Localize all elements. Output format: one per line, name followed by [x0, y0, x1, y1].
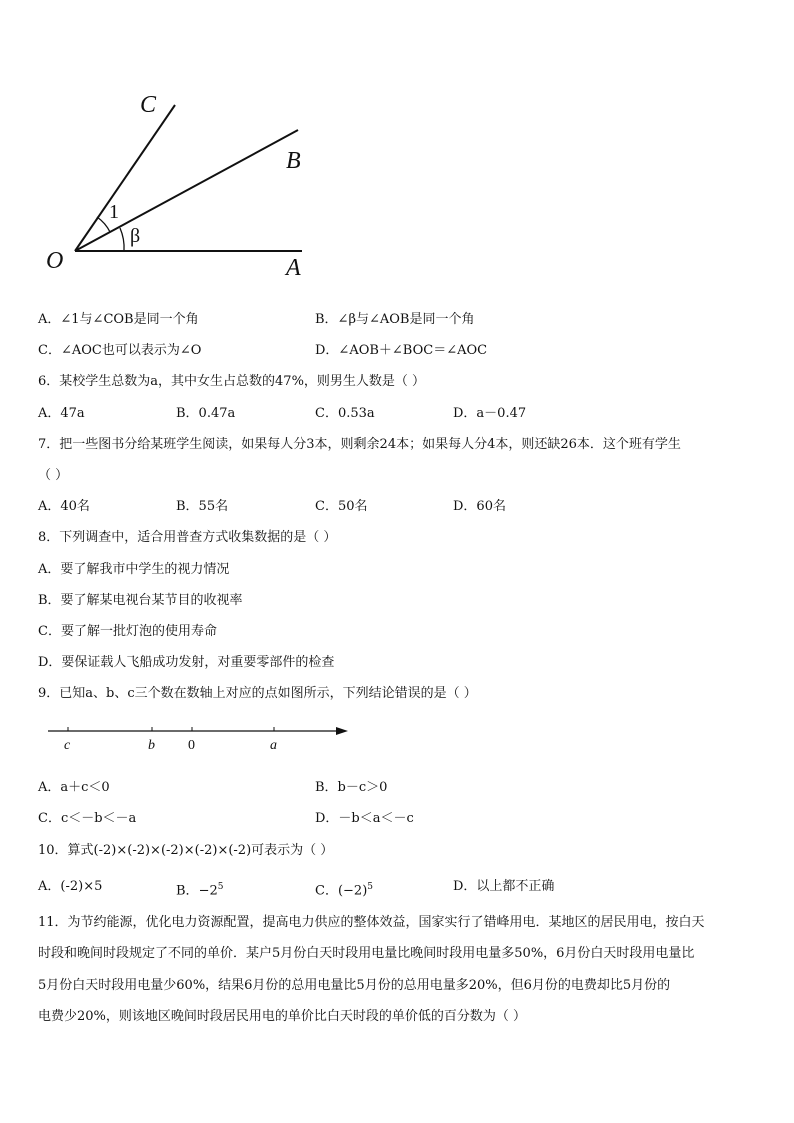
- ray-oc: [75, 105, 175, 251]
- label-o: O: [46, 248, 64, 274]
- q11-line1: 11．为节约能源，优化电力资源配置，提高电力供应的整体效益，国家实行了错峰用电．某地区的居民用电，按白天: [38, 915, 705, 930]
- q10-option-c-exponent: 5: [367, 882, 373, 892]
- q5-option-b: B．∠β与∠AOB是同一个角: [315, 312, 475, 327]
- label-a: A: [286, 255, 301, 281]
- q7-stem-line2: （ ）: [38, 468, 69, 483]
- q8-option-d: D．要保证载人飞船成功发射，对重要零部件的检查: [38, 655, 335, 670]
- q9-option-a: A．a＋c＜0: [38, 780, 110, 795]
- q6-option-c: C．0.53a: [315, 406, 375, 421]
- q6-stem: 6．某校学生总数为a，其中女生占总数的47%，则男生人数是（ ）: [38, 374, 426, 389]
- label-b: B: [286, 148, 301, 174]
- q5-option-a: A．∠1与∠COB是同一个角: [38, 312, 199, 327]
- arc-beta: [120, 228, 124, 251]
- angle-figure: [40, 85, 330, 285]
- q5-option-d: D．∠AOB＋∠BOC＝∠AOC: [315, 343, 488, 358]
- q10-option-c: [315, 878, 373, 900]
- q10-option-b-base: −2: [198, 883, 218, 899]
- q9-option-b: B．b－c＞0: [315, 780, 388, 795]
- label-angle-beta: β: [130, 225, 141, 247]
- q9-stem: 9．已知a、b、c三个数在数轴上对应的点如图所示，下列结论错误的是（ ）: [38, 686, 477, 701]
- q11-line3: 5月份白天时段用电量少60%，结果6月份的总用电量比5月份的总用电量多20%，但6月份的电费却比5月份的: [38, 978, 671, 993]
- number-line-label-c: c: [64, 738, 71, 753]
- number-line-label-a: a: [270, 738, 277, 753]
- q9-option-d: D．－b＜a＜－c: [315, 811, 414, 826]
- q8-option-c: C．要了解一批灯泡的使用寿命: [38, 624, 217, 639]
- q7-stem-line1: 7．把一些图书分给某班学生阅读，如果每人分3本，则剩余24本；如果每人分4本，则还缺26本．这个班有学生: [38, 437, 681, 452]
- q9-option-c: C．c＜－b＜－a: [38, 811, 137, 826]
- number-line-label-zero: 0: [188, 738, 195, 753]
- q10-option-d: D．以上都不正确: [453, 879, 555, 894]
- q10-stem: 10．算式(-2)×(-2)×(-2)×(-2)×(-2)可表示为（ ）: [38, 843, 334, 858]
- q8-stem: 8．下列调查中，适合用普查方式收集数据的是（ ）: [38, 530, 337, 545]
- q11-line4: 电费少20%，则该地区晚间时段居民用电的单价比白天时段的单价低的百分数为（ ）: [38, 1009, 527, 1024]
- q6-option-a: A．47a: [38, 406, 85, 421]
- q7-option-d: D．60名: [453, 499, 506, 514]
- q10-option-b-exponent: 5: [217, 882, 224, 892]
- q10-option-a: A．(-2)×5: [38, 879, 103, 894]
- q10-option-c-prefix: C．: [315, 883, 338, 899]
- q10-option-b-prefix: B．: [176, 883, 199, 899]
- ray-ob: [75, 130, 298, 251]
- q6-option-d: D．a－0.47: [453, 406, 527, 421]
- number-line-figure: [40, 718, 360, 758]
- q7-option-b: B．55名: [176, 499, 229, 514]
- q7-option-a: A．40名: [38, 499, 90, 514]
- label-angle-1: 1: [109, 201, 119, 223]
- number-line-arrow: [336, 727, 348, 735]
- q5-option-c: C．∠AOC也可以表示为∠O: [38, 343, 202, 358]
- q8-option-a: A．要了解我市中学生的视力情况: [38, 562, 230, 577]
- q6-option-b: B．0.47a: [176, 406, 236, 421]
- q10-option-c-base: (−2): [337, 883, 368, 899]
- q11-line2: 时段和晚间时段规定了不同的单价．某户5月份白天时段用电量比晚间时段用电量多50%，6月份白天时段用电量比: [38, 946, 695, 961]
- label-c: C: [140, 92, 157, 118]
- q7-option-c: C．50名: [315, 499, 368, 514]
- q10-option-b: [176, 878, 223, 900]
- q8-option-b: B．要了解某电视台某节目的收视率: [38, 593, 243, 608]
- number-line-label-b: b: [148, 738, 155, 753]
